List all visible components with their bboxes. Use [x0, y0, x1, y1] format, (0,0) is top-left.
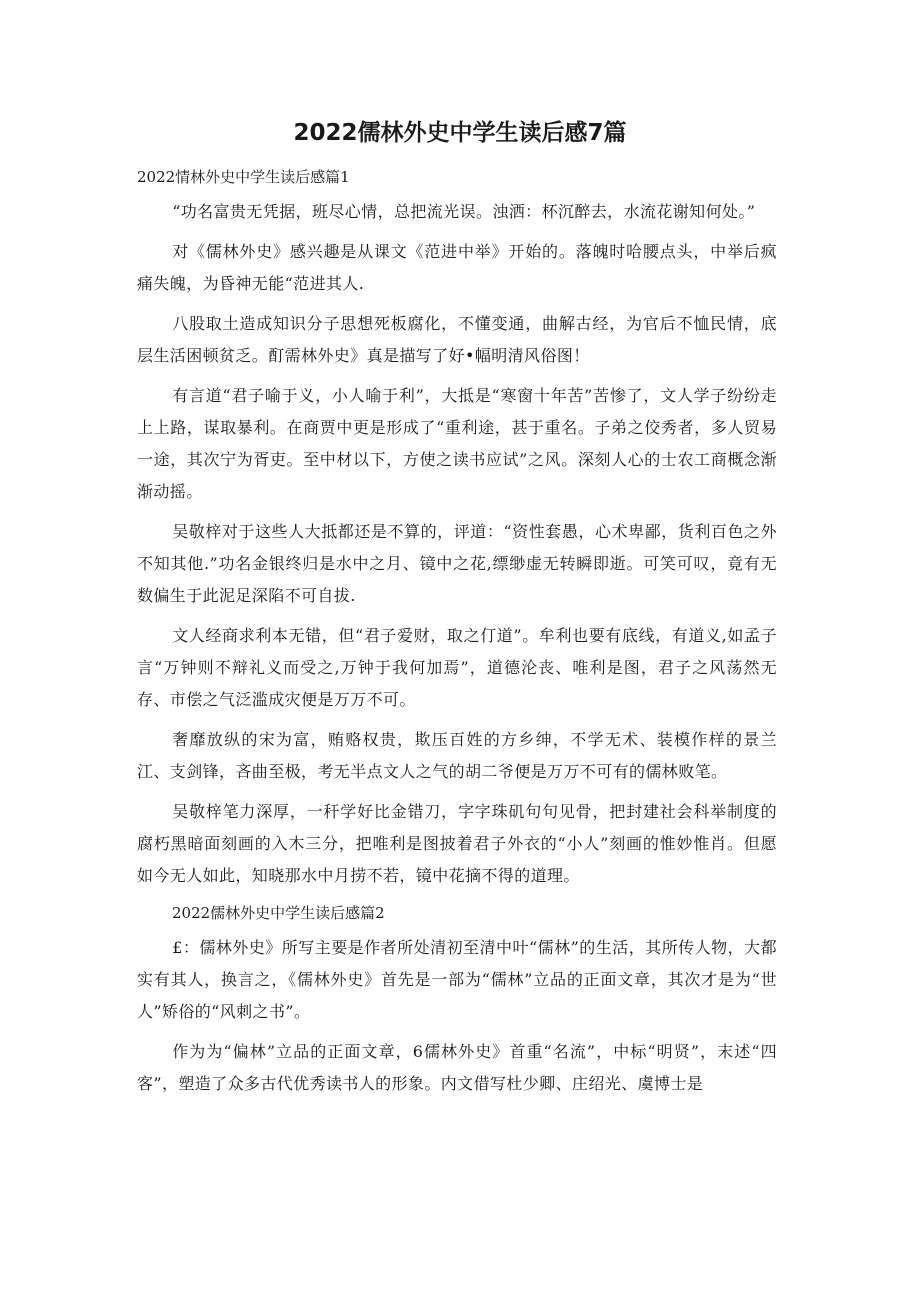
paragraph: 对《儒林外史》感兴趣是从课文《范进中举》开始的。落魄时哈腰点头，中举后疯痛失魄，为昏神无能“范进其人. [137, 242, 777, 293]
section-heading: 2022儒林外史中学生读后感篇2 [172, 904, 385, 922]
paragraph: 奢靡放纵的宋为富，贿赂权贵，欺压百姓的方乡绅，不学无术、装模作样的景兰江、支剑锋，吝曲至极，考无半点文人之气的胡二爷便是万万不可有的儒林败笔。 [137, 730, 777, 781]
section-heading: 2022情林外史中学生读后感篇1 [137, 168, 350, 186]
section-2 [137, 900, 777, 1100]
paragraph: “功名富贵无凭据，班尽心情，总把流光误。浊洒：杯沉醉去，水流花谢知何处。” [172, 202, 756, 221]
paragraph: £：儒林外史》所写主要是作者所处清初至清中叶“儒林”的生活，其所传人物，大都实有其人，换言之，《儒林外史》首先是一部为“儒林”立品的正面文章，其次才是为“世人”矫俗的“风刺之书”。 [137, 938, 777, 1021]
section-1 [137, 164, 777, 892]
paragraph: 作为为“偏林”立品的正面文章，6儒林外史》首重“名流”，中标“明贤”，末述“四客”，塑造了众多古代优秀读书人的形象。内文借写杜少卿、庄绍光、虞博士是 [137, 1042, 777, 1093]
document-body [137, 164, 777, 1108]
paragraph: 文人经商求利本无错，但“君子爱财，取之仃道”。牟利也要有底线，有道义,如孟子言“万钟则不辩礼义而受之,万钟于我何加焉”，道德沦丧、唯利是图，君子之风荡然无存、市偿之气泛滥成灾便是万万不可。 [137, 626, 777, 709]
paragraph: 有言道“君子喻于义，小人喻于利”，大抵是“寒窗十年苦”苦惨了，文人学子纷纷走上上路，谋取暴利。在商贾中更是形成了“重利途，甚于重名。子弟之佼秀者，多人贸易一途，其次宁为胥吏。至中材以下，方使之读书应试”之风。深刻人心的士农工商概念渐渐动摇。 [137, 386, 777, 501]
document-title: 2022儒林外史中学生读后感7篇 [293, 120, 627, 146]
paragraph: 吴敬梓对于这些人大抵都还是不算的，评道：“资性套愚，心术卑鄙，货利百色之外不知其他.”功名金银终归是水中之月、镜中之花,缥缈虚无转瞬即逝。可笑可叹，竟有无数偏生于此泥足深陷不可自拔. [137, 522, 777, 605]
paragraph: 八股取土造成知识分子思想死板腐化，不懂变通，曲解古经，为官后不恤民情，底层生活困顿贫乏。酊需林外史》真是描写了好•幅明清风俗图！ [137, 314, 777, 365]
paragraph: 吴敬梓笔力深厚，一秆学好比金错刀，字字珠矶句句见骨，把封建社会科举制度的腐朽黑暗面刻画的入木三分，把唯利是图披着君子外衣的“小人”刻画的惟妙惟肖。但愿如今无人如此，知晓那水中月捞不若，镜中花摘不得的道理。 [137, 802, 777, 885]
